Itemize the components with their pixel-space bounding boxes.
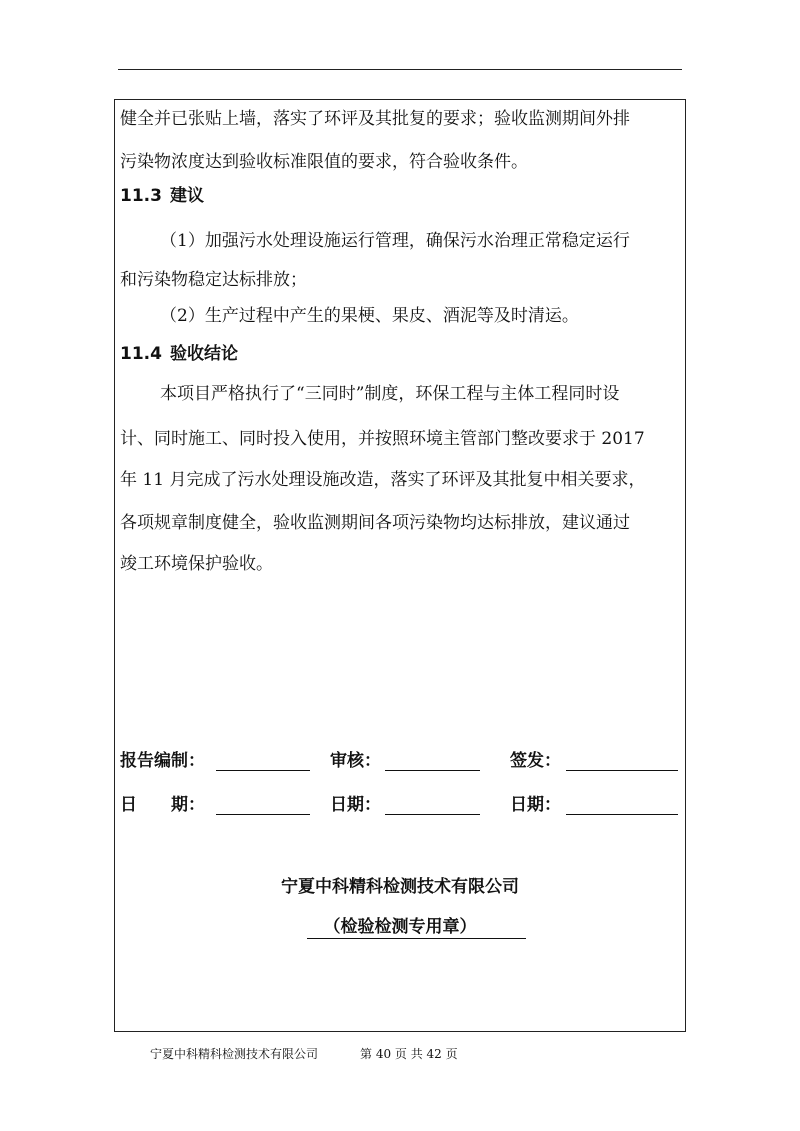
prepared-by-label: 报告编制： — [120, 751, 205, 771]
stamp-underline — [307, 938, 526, 939]
date-label: 日期： — [330, 795, 381, 815]
date-label: 日期： — [510, 795, 561, 815]
date-line — [566, 814, 678, 815]
section-heading-11-4 — [120, 343, 238, 365]
issued-by-label: 签发： — [510, 751, 561, 771]
company-name: 宁夏中科精科检测技术有限公司 — [281, 877, 519, 897]
body-line: 污染物浓度达到验收标准限值的要求，符合验收条件。 — [120, 152, 528, 172]
prepared-by-line — [216, 770, 310, 771]
section-heading-11-3 — [120, 185, 204, 207]
issued-by-line — [566, 770, 678, 771]
section-number: 11.4 — [120, 344, 162, 364]
body-line: 年 11 月完成了污水处理设施改造，落实了环评及其批复中相关要求， — [120, 470, 646, 490]
date-label: 日 期： — [120, 795, 205, 815]
footer-page-number: 第 40 页 共 42 页 — [360, 1047, 458, 1061]
body-line: （2）生产过程中产生的果梗、果皮、酒泥等及时清运。 — [160, 306, 579, 326]
reviewed-by-line — [385, 770, 480, 771]
date-line — [385, 814, 480, 815]
body-line: 竣工环境保护验收。 — [120, 554, 273, 574]
stamp-label: （检验检测专用章） — [323, 917, 477, 937]
body-line: （1）加强污水处理设施运行管理，确保污水治理正常稳定运行 — [160, 231, 630, 251]
section-number: 11.3 — [120, 186, 162, 206]
section-title: 建议 — [169, 186, 204, 206]
body-line: 健全并已张贴上墙，落实了环评及其批复的要求；验收监测期间外排 — [120, 109, 630, 129]
footer-company: 宁夏中科精科检测技术有限公司 — [150, 1047, 319, 1061]
body-line: 各项规章制度健全，验收监测期间各项污染物均达标排放，建议通过 — [120, 513, 630, 533]
header-rule — [118, 69, 682, 70]
reviewed-by-label: 审核： — [330, 751, 381, 771]
body-line: 计、同时施工、同时投入使用，并按照环境主管部门整改要求于 2017 — [120, 429, 645, 449]
body-line: 本项目严格执行了“三同时”制度，环保工程与主体工程同时设 — [160, 384, 620, 404]
body-line: 和污染物稳定达标排放； — [120, 270, 307, 290]
section-title: 验收结论 — [169, 344, 238, 364]
date-line — [216, 814, 310, 815]
